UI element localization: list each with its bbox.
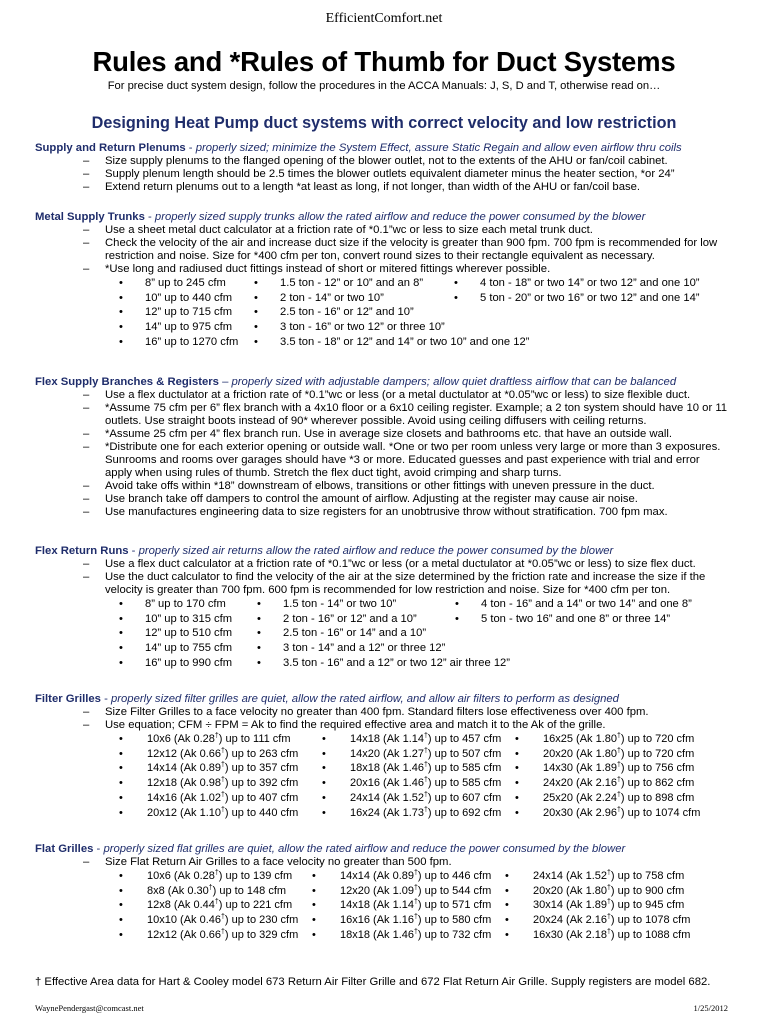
rule-item: – Size supply plenums to the flanged opening of the blower outlet, not to the extents of the AHU or fan/coil cabinet. — [0, 155, 768, 168]
section-separator: - — [100, 693, 111, 705]
size-entry: • 3.5 ton - 16” and a 12” or two 12” air three 12” — [257, 656, 455, 671]
rule-item: – Size Flat Return Air Grilles to a face velocity no greater than 500 fpm. — [0, 856, 768, 869]
size-entry: • 10x10 (Ak 0.46†) up to 230 cfm — [119, 913, 312, 928]
section-heading — [0, 842, 768, 856]
section-label: Supply and Return Plenums — [35, 142, 186, 154]
rule-item: – Use manufactures engineering data to size registers for an unobtrusive throw without stratification. 700 fpm max. — [0, 506, 768, 519]
rule-item: – Supply plenum length should be 2.5 times the blower outlets equivalent diameter minus the heater section, *or 24” — [0, 168, 768, 181]
section-separator: – — [218, 376, 232, 388]
size-entry: • 14x14 (Ak 0.89†) up to 357 cfm — [119, 761, 322, 776]
size-entry: • 24x20 (Ak 2.16†) up to 862 cfm — [515, 776, 715, 791]
size-entry: • 16” up to 1270 cfm — [119, 335, 254, 350]
section-label: Flex Supply Branches & Registers — [35, 376, 219, 388]
size-entry: • 1.5 ton - 12” or 10” and an 8” — [254, 276, 454, 291]
rule-item: – *Distribute one for each exterior opening or outside wall. *One or two per room unless very large or more than 3 exposures. Sunrooms and rooms over garages should have *3 or more. Educated guesses and past experience with trial and error apply when using rules of thumb. Stretch the flex duct tight, avoid crimping and sharp turns. — [0, 441, 768, 480]
empty-cell — [455, 641, 715, 656]
size-entry: • 8x8 (Ak 0.30†) up to 148 cfm — [119, 884, 312, 899]
size-entry: • 12” up to 715 cfm — [119, 305, 254, 320]
size-entry: • 12x8 (Ak 0.44†) up to 221 cfm — [119, 898, 312, 913]
rule-list — [0, 558, 768, 597]
size-grid — [119, 869, 768, 943]
section-heading — [0, 544, 768, 558]
size-entry: • 8” up to 170 cfm — [119, 597, 257, 612]
size-entry: • 24x14 (Ak 1.52†) up to 607 cfm — [322, 791, 515, 806]
rule-item: – Check the velocity of the air and increase duct size if the velocity is greater than 900 fpm. 700 fpm is recommended for low restriction and noise. Size for *400 cfm per ton, convert round sizes to their rectangle equivalent as necessary. — [0, 237, 768, 263]
empty-cell — [455, 626, 715, 641]
size-entry: • 12x18 (Ak 0.98†) up to 392 cfm — [119, 776, 322, 791]
size-entry: • 18x18 (Ak 1.46†) up to 585 cfm — [322, 761, 515, 776]
section-flex-supply-branches — [0, 375, 768, 519]
size-grid — [119, 276, 768, 350]
size-entry: • 14x16 (Ak 1.02†) up to 407 cfm — [119, 791, 322, 806]
footer-date: 1/25/2012 — [693, 1003, 728, 1013]
rule-list — [0, 155, 768, 194]
section-label: Flat Grilles — [35, 843, 94, 855]
size-entry: • 10” up to 315 cfm — [119, 612, 257, 627]
size-entry: • 20x30 (Ak 2.96†) up to 1074 cfm — [515, 806, 715, 821]
section-description: properly sized air returns allow the rated airflow and reduce the power consumed by the blower — [138, 545, 614, 557]
size-entry: • 12x12 (Ak 0.66†) up to 329 cfm — [119, 928, 312, 943]
size-entry: • 5 ton - two 16” and one 8” or three 14” — [455, 612, 715, 627]
size-entry: • 10x6 (Ak 0.28†) up to 111 cfm — [119, 732, 322, 747]
size-entry: • 14x18 (Ak 1.14†) up to 571 cfm — [312, 898, 505, 913]
size-entry: • 8” up to 245 cfm — [119, 276, 254, 291]
size-entry: • 14x14 (Ak 0.89†) up to 446 cfm — [312, 869, 505, 884]
section-heading — [0, 375, 768, 389]
size-entry: • 1.5 ton - 14” or two 10” — [257, 597, 455, 612]
section-separator: - — [93, 843, 104, 855]
section-supply-return-plenums — [0, 141, 768, 194]
size-entry: • 16x25 (Ak 1.80†) up to 720 cfm — [515, 732, 715, 747]
section-description: properly sized; minimize the System Effect, assure Static Regain and allow even airflow thru coils — [195, 142, 682, 154]
section-separator: - — [128, 545, 139, 557]
size-entry: • 10x6 (Ak 0.28†) up to 139 cfm — [119, 869, 312, 884]
rule-item: – Avoid take offs within *18” downstream of elbows, transitions or other fittings with uneven pressure in the duct. — [0, 480, 768, 493]
size-entry: • 2.5 ton - 16” or 12” and 10” — [254, 305, 454, 320]
rule-item: – *Assume 75 cfm per 6” flex branch with a 4x10 floor or a 6x10 ceiling register. Example; a 2 ton system should have 10 or 11 outlets. Use straight boots instead of 90* wherever possible. Avoid using ceiling diffusers with ceiling returns. — [0, 402, 768, 428]
rule-item: – Use a flex ductulator at a friction rate of *0.1”wc or less (or a metal ductulator at *0.05”wc or less) to size flexible duct. — [0, 389, 768, 402]
size-entry: • 3 ton - 16” or two 12” or three 10” — [254, 320, 454, 335]
size-entry: • 14” up to 755 cfm — [119, 641, 257, 656]
size-entry: • 14x18 (Ak 1.14†) up to 457 cfm — [322, 732, 515, 747]
section-filter-grilles — [0, 692, 768, 820]
page-title: Rules and *Rules of Thumb for Duct Systems — [92, 46, 676, 77]
section-flex-return-runs — [0, 544, 768, 671]
size-grid — [119, 597, 768, 671]
size-grid — [119, 732, 768, 820]
size-entry: • 25x20 (Ak 2.24†) up to 898 cfm — [515, 791, 715, 806]
size-entry: • 16x24 (Ak 1.73†) up to 692 cfm — [322, 806, 515, 821]
size-entry: • 20x20 (Ak 1.80†) up to 900 cfm — [505, 884, 715, 899]
size-entry: • 16x30 (Ak 2.18†) up to 1088 cfm — [505, 928, 715, 943]
size-entry: • 30x14 (Ak 1.89†) up to 945 cfm — [505, 898, 715, 913]
author-email: WaynePendergast@comcast.net — [35, 1003, 144, 1013]
size-entry: • 10” up to 440 cfm — [119, 291, 254, 306]
section-flat-grilles — [0, 842, 768, 943]
size-entry: • 2 ton - 16” or 12” and a 10” — [257, 612, 455, 627]
section-description: properly sized flat grilles are quiet, allow the rated airflow and reduce the power consumed by the blower — [103, 843, 626, 855]
size-entry: • 14” up to 975 cfm — [119, 320, 254, 335]
section-separator: - — [185, 142, 196, 154]
rule-item: – Size Filter Grilles to a face velocity no greater than 400 fpm. Standard filters lose effectiveness over 400 fpm. — [0, 706, 768, 719]
size-entry: • 12x20 (Ak 1.09†) up to 544 cfm — [312, 884, 505, 899]
rule-list — [0, 856, 768, 869]
size-entry: • 2 ton - 14” or two 10” — [254, 291, 454, 306]
size-entry: • 3.5 ton - 18” or 12” and 14” or two 10” and one 12” — [254, 335, 454, 350]
rule-item: – Use a sheet metal duct calculator at a friction rate of *0.1”wc or less to size each metal trunk duct. — [0, 224, 768, 237]
section-description: properly sized supply trunks allow the rated airflow and reduce the power consumed by the blower — [154, 211, 646, 223]
rule-list — [0, 706, 768, 732]
section-label: Filter Grilles — [35, 693, 101, 705]
section-metal-supply-trunks — [0, 210, 768, 350]
site-name: EfficientComfort.net — [325, 11, 443, 26]
empty-cell — [454, 305, 714, 320]
empty-cell — [454, 320, 714, 335]
footnote: † Effective Area data for Hart & Cooley model 673 Return Air Filter Grille and 672 Flat Return Air Grille. Supply registers are model 682. — [35, 976, 711, 988]
size-entry: • 12” up to 510 cfm — [119, 626, 257, 641]
size-entry: • 3 ton - 14” and a 12” or three 12” — [257, 641, 455, 656]
section-description: properly sized filter grilles are quiet, allow the rated airflow, and allow air filters to perform as designed — [110, 693, 619, 705]
rule-item: – Extend return plenums out to a length *at least as long, if not longer, than width of the AHU or fan/coil base. — [0, 181, 768, 194]
page-subtitle: For precise duct system design, follow the procedures in the ACCA Manuals: J, S, D and T, otherwise read on… — [107, 80, 661, 92]
size-entry: • 2.5 ton - 16” or 14” and a 10” — [257, 626, 455, 641]
rule-list — [0, 389, 768, 519]
size-entry: • 16” up to 990 cfm — [119, 656, 257, 671]
size-entry: • 20x24 (Ak 2.16†) up to 1078 cfm — [505, 913, 715, 928]
section-heading — [0, 210, 768, 224]
size-entry: • 20x12 (Ak 1.10†) up to 440 cfm — [119, 806, 322, 821]
size-entry: • 20x20 (Ak 1.80†) up to 720 cfm — [515, 747, 715, 762]
rule-item: – *Use long and radiused duct fittings instead of short or mitered fittings wherever possible. — [0, 263, 768, 276]
rule-item: – Use equation; CFM ÷ FPM = Ak to find the required effective area and match it to the Ak of the grille. — [0, 719, 768, 732]
section-description: properly sized with adjustable dampers; allow quiet draftless airflow that can be balanced — [231, 376, 677, 388]
rule-list — [0, 224, 768, 276]
size-entry: • 14x20 (Ak 1.27†) up to 507 cfm — [322, 747, 515, 762]
size-entry: • 12x12 (Ak 0.66†) up to 263 cfm — [119, 747, 322, 762]
size-entry: • 24x14 (Ak 1.52†) up to 758 cfm — [505, 869, 715, 884]
section-heading — [0, 692, 768, 706]
section-heading — [0, 141, 768, 155]
size-entry: • 4 ton - 18” or two 14” or two 12” and one 10” — [454, 276, 714, 291]
rule-item: – Use the duct calculator to find the velocity of the air at the size determined by the friction rate and increase the size if the velocity is greater than 700 fpm. 600 fpm is recommended for low restriction and noise. Size for *400 cfm per ton. — [0, 571, 768, 597]
size-entry: • 5 ton - 20” or two 16” or two 12” and one 14” — [454, 291, 714, 306]
rule-item: – *Assume 25 cfm per 4” flex branch run. Use in average size closets and bathrooms etc. that have an outside wall. — [0, 428, 768, 441]
section-title: Designing Heat Pump duct systems with correct velocity and low restriction — [91, 114, 677, 132]
rule-item: – Use branch take off dampers to control the amount of airflow. Adjusting at the register may cause air noise. — [0, 493, 768, 506]
size-entry: • 16x16 (Ak 1.16†) up to 580 cfm — [312, 913, 505, 928]
size-entry: • 18x18 (Ak 1.46†) up to 732 cfm — [312, 928, 505, 943]
rule-item: – Use a flex duct calculator at a friction rate of *0.1”wc or less (or a metal ductulator at *0.05”wc or less) to size flex duct. — [0, 558, 768, 571]
section-label: Flex Return Runs — [35, 545, 129, 557]
section-separator: - — [144, 211, 155, 223]
section-label: Metal Supply Trunks — [35, 211, 145, 223]
size-entry: • 4 ton - 16” and a 14” or two 14” and one 8” — [455, 597, 715, 612]
size-entry: • 20x16 (Ak 1.46†) up to 585 cfm — [322, 776, 515, 791]
size-entry: • 14x30 (Ak 1.89†) up to 756 cfm — [515, 761, 715, 776]
